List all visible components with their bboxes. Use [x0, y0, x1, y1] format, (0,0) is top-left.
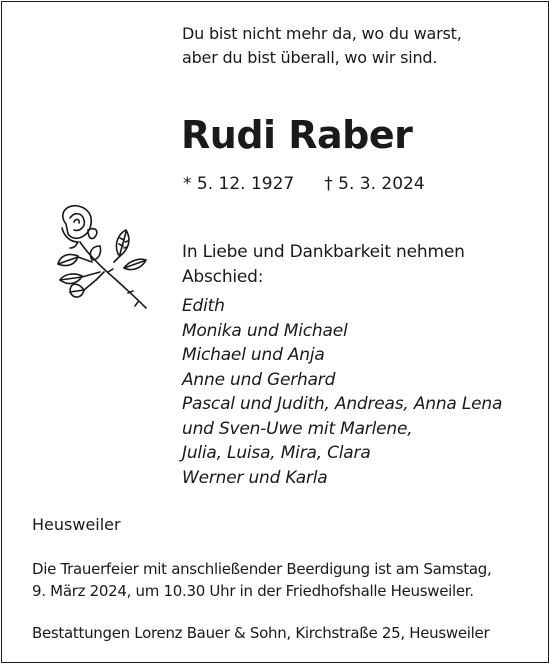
hometown: Heusweiler [32, 515, 121, 534]
mourner-list [182, 294, 502, 490]
mourner-line: Werner und Karla [182, 467, 328, 488]
mourner-line: Pascal und Judith, Andreas, Anna Lena [182, 394, 503, 414]
deceased-name: Rudi Raber [181, 113, 413, 157]
quote-line-1: Du bist nicht mehr da, wo du warst, [182, 24, 462, 43]
memorial-quote [182, 22, 462, 70]
birth-date: * 5. 12. 1927 [183, 174, 295, 194]
service-line-1: Die Trauerfeier mit anschließender Beerdigung ist am Samstag, [32, 560, 492, 578]
service-line-2: 9. März 2024, um 10.30 Uhr in der Friedhofshalle Heusweiler. [32, 582, 474, 600]
life-dates [183, 172, 425, 196]
death-date: † 5. 3. 2024 [324, 174, 425, 194]
quote-line-2: aber du bist überall, wo wir sind. [182, 48, 438, 67]
mourner-line: Anne und Gerhard [182, 369, 336, 390]
farewell-intro: In Liebe und Dankbarkeit nehmen Abschied: [182, 242, 465, 287]
funeral-service-info [32, 558, 491, 602]
mourner-line: Edith [182, 296, 225, 316]
obituary-notice [1, 1, 549, 663]
mourner-line: Monika und Michael [182, 320, 348, 341]
undertaker-info: Bestattungen Lorenz Bauer & Sohn, Kirchstraße 25, Heusweiler [32, 624, 490, 642]
mourner-line: Julia, Luisa, Mira, Clara [182, 443, 371, 463]
rose-icon [48, 202, 152, 314]
mourner-line: und Sven-Uwe mit Marlene, [182, 418, 413, 439]
mourner-line: Michael und Anja [182, 345, 325, 365]
